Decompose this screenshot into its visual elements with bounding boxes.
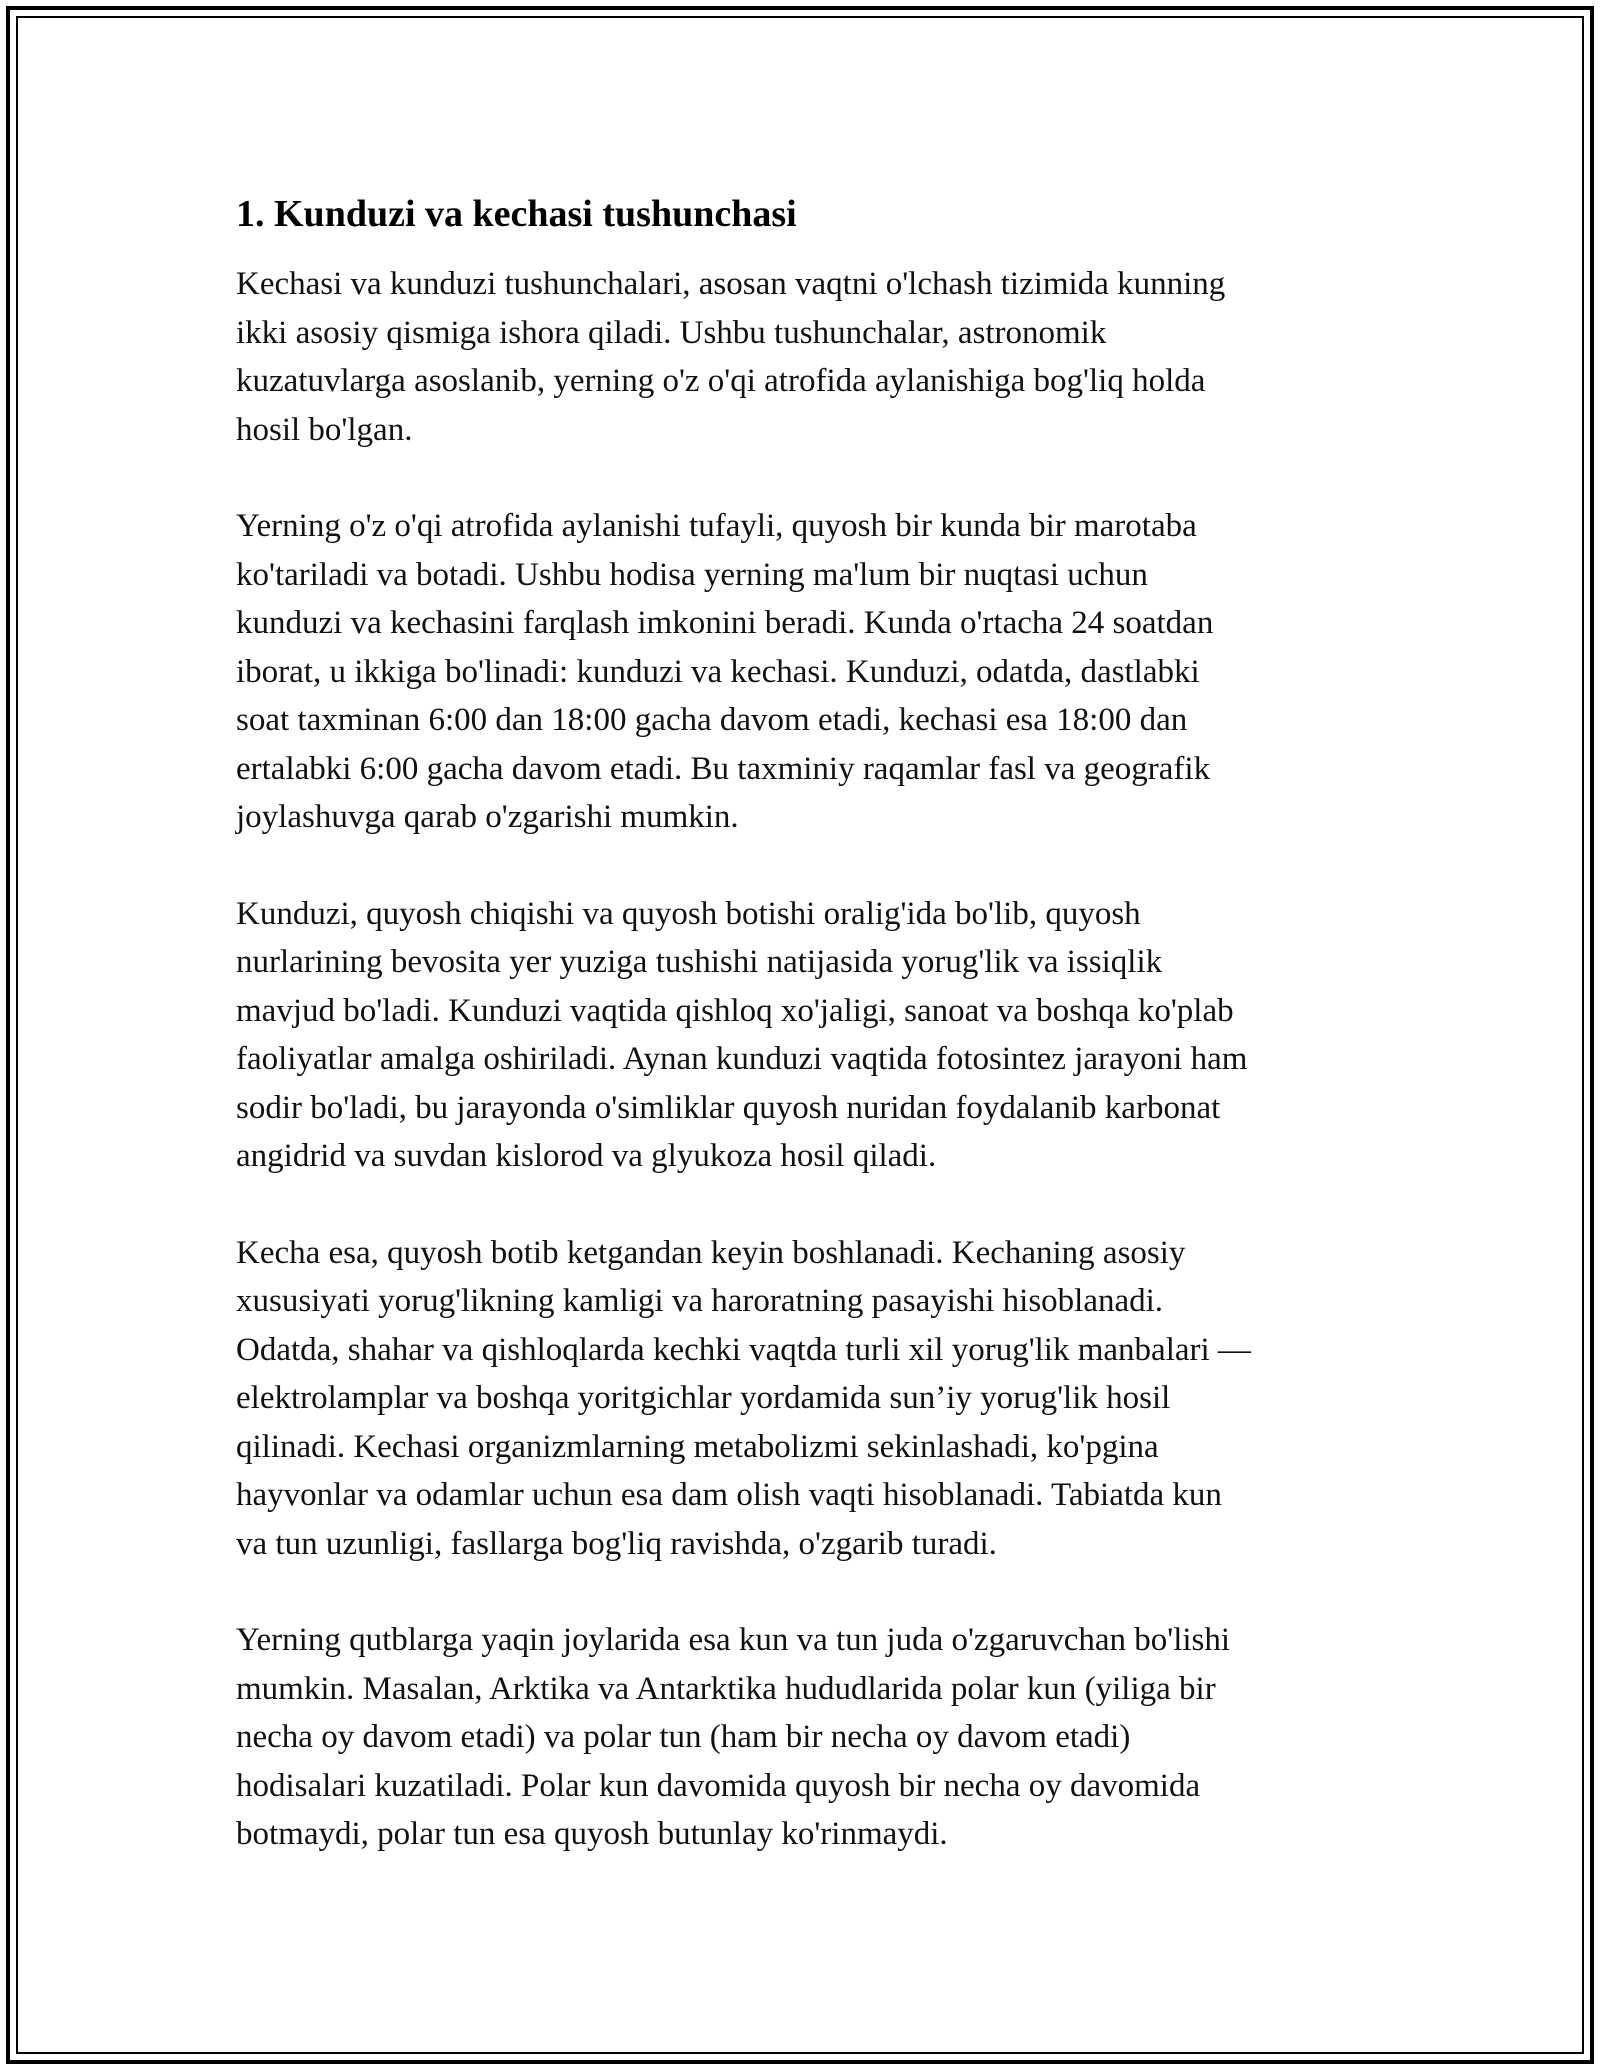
paragraph-line: angidrid va suvdan kislorod va glyukoza hosil qiladi. (236, 1138, 937, 1174)
body-paragraph (236, 890, 1376, 1181)
body-paragraph (236, 1229, 1376, 1569)
paragraph-line: faoliyatlar amalga oshiriladi. Aynan kunduzi vaqtida fotosintez jarayoni ham (236, 1041, 1248, 1077)
paragraph-line: kunduzi va kechasini farqlash imkonini beradi. Kunda o'rtacha 24 soatdan (236, 605, 1214, 641)
paragraph-line: Kechasi va kunduzi tushunchalari, asosan vaqtni o'lchash tizimida kunning (236, 266, 1226, 302)
paragraph-line: ertalabki 6:00 gacha davom etadi. Bu taxminiy raqamlar fasl va geografik (236, 750, 1211, 787)
paragraph-line: hayvonlar va odamlar uchun esa dam olish vaqti hisoblanadi. Tabiatda kun (236, 1477, 1222, 1513)
paragraph-line: hodisalari kuzatiladi. Polar kun davomida quyosh bir necha oy davomida (236, 1767, 1201, 1804)
paragraph-line: va tun uzunligi, fasllarga bog'liq ravishda, o'zgarib turadi. (236, 1525, 997, 1562)
body-paragraph (236, 260, 1376, 454)
paragraph-line: qilinadi. Kechasi organizmlarning metabolizmi sekinlashadi, ko'pgina (236, 1428, 1159, 1465)
paragraph-line: botmaydi, polar tun esa quyosh butunlay ko'rinmaydi. (236, 1816, 948, 1852)
paragraph-line: mumkin. Masalan, Arktika va Antarktika hududlarida polar kun (yiliga bir (236, 1670, 1216, 1707)
paragraph-line: soat taxminan 6:00 dan 18:00 gacha davom etadi, kechasi esa 18:00 dan (236, 702, 1188, 738)
body-paragraph (236, 502, 1376, 842)
paragraph-line: elektrolamplar va boshqa yoritgichlar yordamida sun’iy yorug'lik hosil (236, 1380, 1171, 1416)
paragraph-line: iborat, u ikkiga bo'linadi: kunduzi va kechasi. Kunduzi, odatda, dastlabki (236, 653, 1200, 690)
paragraph-line: ko'tariladi va botadi. Ushbu hodisa yerning ma'lum bir nuqtasi uchun (236, 556, 1148, 593)
paragraph-line: mavjud bo'ladi. Kunduzi vaqtida qishloq xo'jaligi, sanoat va boshqa ko'plab (236, 992, 1234, 1029)
paragraph-line: kuzatuvlarga asoslanib, yerning o'z o'qi atrofida aylanishiga bog'liq holda (236, 363, 1206, 399)
paragraph-line: Yerning o'z o'qi atrofida aylanishi tufayli, quyosh bir kunda bir marotaba (236, 508, 1197, 544)
paragraph-line: Yerning qutblarga yaqin joylarida esa kun va tun juda o'zgaruvchan bo'lishi (236, 1622, 1231, 1658)
paragraph-line: Kecha esa, quyosh botib ketgandan keyin boshlanadi. Kechaning asosiy (236, 1234, 1186, 1271)
body-paragraph (236, 1616, 1376, 1859)
paragraph-line: sodir bo'ladi, bu jarayonda o'simliklar quyosh nuridan foydalanib karbonat (236, 1089, 1221, 1126)
paragraph-line: Odatda, shahar va qishloqlarda kechki vaqtda turli xil yorug'lik manbalari — (236, 1331, 1251, 1368)
paragraph-line: nurlarining bevosita yer yuziga tushishi natijasida yorug'lik va issiqlik (236, 944, 1163, 980)
section-heading: 1. Kunduzi va kechasi tushunchasi (236, 193, 797, 235)
paragraph-line: ikki asosiy qismiga ishora qiladi. Ushbu tushunchalar, astronomik (236, 314, 1107, 351)
document-body (236, 190, 1376, 1907)
paragraph-line: Kunduzi, quyosh chiqishi va quyosh botishi oralig'ida bo'lib, quyosh (236, 895, 1141, 932)
paragraph-line: xususiyati yorug'likning kamligi va haroratning pasayishi hisoblanadi. (236, 1283, 1164, 1319)
paragraph-line: joylashuvga qarab o'zgarishi mumkin. (236, 799, 739, 835)
paragraph-list (236, 260, 1376, 1859)
paragraph-line: necha oy davom etadi) va polar tun (ham bir necha oy davom etadi) (236, 1719, 1131, 1755)
paragraph-line: hosil bo'lgan. (236, 411, 413, 448)
